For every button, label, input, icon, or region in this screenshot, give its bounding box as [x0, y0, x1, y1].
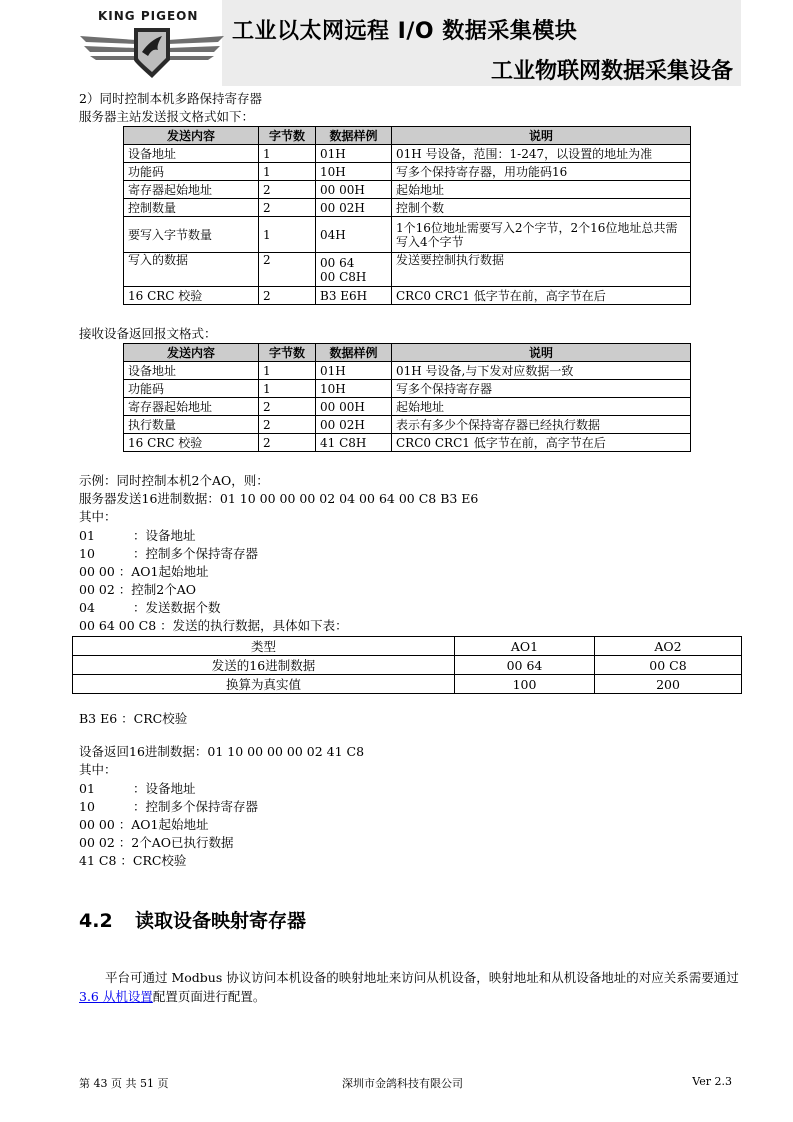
table-cell: 执行数量	[124, 416, 259, 434]
hex-code: 01	[79, 781, 95, 796]
table-cell: 10H	[316, 163, 392, 181]
table-cell: 2	[259, 434, 316, 452]
table-cell: 1	[259, 163, 316, 181]
table-cell: 写入的数据	[124, 253, 259, 287]
table-cell: 16 CRC 校验	[124, 287, 259, 305]
table-cell: 功能码	[124, 380, 259, 398]
table-cell: 2	[259, 253, 316, 287]
table-cell: 01H 号设备,与下发对应数据一致	[392, 362, 691, 380]
table-row	[124, 362, 691, 380]
table-cell: 00 64	[455, 656, 595, 675]
table-row	[73, 656, 742, 675]
table-cell: 2	[259, 199, 316, 217]
column-header: 字节数	[259, 127, 316, 145]
table-cell: 发送的16进制数据	[73, 656, 455, 675]
hex-code: 00 02	[79, 582, 115, 597]
table-cell: 2	[259, 287, 316, 305]
reply-hex: 设备返回16进制数据：01 10 00 00 00 02 41 C8	[79, 744, 365, 759]
table-cell: 00 02H	[316, 199, 392, 217]
table-cell: 起始地址	[392, 181, 691, 199]
table-cell: 写多个保持寄存器	[392, 380, 691, 398]
page-number: 第 43 页 共 51 页	[79, 1077, 169, 1090]
table-cell: 1个16位地址需要写入2个字节，2个16位地址总共需写入4个字节	[392, 217, 691, 253]
paragraph-text: 平台可通过 Modbus 协议访问本机设备的映射地址来访问从机设备，映射地址和从机设备地址的对应关系需要通过	[105, 970, 739, 985]
hex-desc: ：CRC校验	[120, 853, 187, 868]
hex-desc: ：设备地址	[133, 781, 196, 796]
receive-format-label: 接收设备返回报文格式：	[79, 326, 217, 341]
table-row	[124, 398, 691, 416]
hex-code: 00 00	[79, 564, 115, 579]
list-item	[79, 835, 234, 851]
list-item	[79, 546, 258, 562]
table-cell: 设备地址	[124, 145, 259, 163]
king-pigeon-logo-icon	[78, 22, 226, 82]
table-row	[124, 181, 691, 199]
hex-code: 00 00	[79, 817, 115, 832]
column-header: 说明	[392, 344, 691, 362]
hex-code: 10	[79, 799, 95, 814]
table-row	[124, 163, 691, 181]
section-heading	[79, 906, 306, 933]
table-cell: B3 E6H	[316, 287, 392, 305]
receive-format-table	[123, 343, 691, 452]
column-header: 说明	[392, 127, 691, 145]
example-among-label: 其中：	[79, 509, 117, 524]
table-cell: 设备地址	[124, 362, 259, 380]
table-cell: 1	[259, 217, 316, 253]
table-cell: 表示有多少个保持寄存器已经执行数据	[392, 416, 691, 434]
hex-code: 41 C8	[79, 853, 117, 868]
table-cell: 控制个数	[392, 199, 691, 217]
list-item	[79, 817, 209, 833]
table-cell: 2	[259, 398, 316, 416]
table-cell: 换算为真实值	[73, 675, 455, 694]
table-cell: 00 02H	[316, 416, 392, 434]
section-number: 4.2	[79, 910, 113, 932]
list-item	[79, 528, 196, 544]
table-cell: 寄存器起始地址	[124, 398, 259, 416]
table-row	[124, 380, 691, 398]
table-cell: CRC0 CRC1 低字节在前，高字节在后	[392, 434, 691, 452]
table-cell: 04H	[316, 217, 392, 253]
list-item	[79, 799, 258, 815]
table-cell: 00 00H	[316, 398, 392, 416]
table-cell: 16 CRC 校验	[124, 434, 259, 452]
column-header: 发送内容	[124, 127, 259, 145]
table-cell: 10H	[316, 380, 392, 398]
send-format-table	[123, 126, 691, 305]
crc-line: B3 E6 ：CRC校验	[79, 711, 188, 726]
column-header: 数据样例	[316, 127, 392, 145]
send-format-label: 服务器主站发送报文格式如下：	[79, 109, 255, 124]
table-cell: 1	[259, 145, 316, 163]
list-item	[79, 582, 196, 598]
column-header: 字节数	[259, 344, 316, 362]
table-cell: 控制数量	[124, 199, 259, 217]
table-cell: 要写入字节数量	[124, 217, 259, 253]
hex-desc: ：设备地址	[133, 528, 196, 543]
list-item	[79, 853, 186, 869]
table-cell: 00 00H	[316, 181, 392, 199]
table-row	[73, 675, 742, 694]
header-title-line1: 工业以太网远程 I/O 数据采集模块	[232, 19, 578, 44]
table-cell: 01H 号设备，范围：1-247，以设置的地址为准	[392, 145, 691, 163]
paragraph-text-end: 配置页面进行配置。	[152, 989, 266, 1004]
table-cell: CRC0 CRC1 低字节在前，高字节在后	[392, 287, 691, 305]
table-cell: 2	[259, 181, 316, 199]
hex-code: 01	[79, 528, 95, 543]
table-cell: 起始地址	[392, 398, 691, 416]
table-cell: 1	[259, 380, 316, 398]
table-row	[124, 253, 691, 287]
table-cell: AO2	[595, 637, 742, 656]
table-row	[124, 434, 691, 452]
table-row	[73, 637, 742, 656]
table-header-row	[124, 127, 691, 145]
conversion-table	[72, 636, 742, 694]
example-intro: 示例：同时控制本机2个AO，则：	[79, 473, 269, 488]
slave-settings-link[interactable]: 3.6 从机设置	[79, 989, 153, 1004]
table-header-row	[124, 344, 691, 362]
table-cell: 写多个保持寄存器，用功能码16	[392, 163, 691, 181]
table-cell: 1	[259, 362, 316, 380]
list-item	[79, 564, 209, 580]
list-item	[79, 781, 196, 797]
section-title: 读取设备映射寄存器	[135, 910, 307, 932]
company-name: 深圳市金鸽科技有限公司	[342, 1077, 463, 1090]
table-row	[124, 416, 691, 434]
hex-desc: ：控制多个保持寄存器	[133, 546, 259, 561]
table-cell: 功能码	[124, 163, 259, 181]
table-cell: 41 C8H	[316, 434, 392, 452]
table-cell: AO1	[455, 637, 595, 656]
column-header: 数据样例	[316, 344, 392, 362]
hex-desc: ：AO1起始地址	[118, 817, 209, 832]
table-cell: 01H	[316, 145, 392, 163]
hex-desc: ：控制2个AO	[118, 582, 197, 597]
hex-desc: ：2个AO已执行数据	[118, 835, 234, 850]
hex-desc: ：控制多个保持寄存器	[133, 799, 259, 814]
table-cell: 00 64 00 C8H	[316, 253, 392, 287]
example-send-hex: 服务器发送16进制数据：01 10 00 00 00 02 04 00 64 00 C8 B3 E6	[79, 491, 479, 506]
hex-code: 10	[79, 546, 95, 561]
table-row	[124, 287, 691, 305]
table-cell: 01H	[316, 362, 392, 380]
table-cell: 100	[455, 675, 595, 694]
header-title-line2: 工业物联网数据采集设备	[490, 59, 733, 84]
hex-desc: ：AO1起始地址	[118, 564, 209, 579]
list-item	[79, 600, 221, 616]
reply-among-label: 其中：	[79, 762, 117, 777]
hex-code: 00 02	[79, 835, 115, 850]
table-cell: 发送要控制执行数据	[392, 253, 691, 287]
table-cell: 00 C8	[595, 656, 742, 675]
table-row	[124, 217, 691, 253]
column-header: 发送内容	[124, 344, 259, 362]
version-label: Ver 2.3	[692, 1075, 732, 1088]
body-paragraph	[79, 968, 739, 1006]
brand-name: KING PIGEON	[98, 9, 199, 23]
table-cell: 200	[595, 675, 742, 694]
table-cell: 寄存器起始地址	[124, 181, 259, 199]
example-data-line: 00 64 00 C8 ：发送的执行数据，具体如下表：	[79, 618, 348, 633]
table-cell: 2	[259, 416, 316, 434]
hex-code: 04	[79, 600, 95, 615]
table-row	[124, 199, 691, 217]
hex-desc: ：发送数据个数	[133, 600, 221, 615]
table-cell: 类型	[73, 637, 455, 656]
subsection-heading: 2）同时控制本机多路保持寄存器	[79, 91, 262, 106]
table-row	[124, 145, 691, 163]
